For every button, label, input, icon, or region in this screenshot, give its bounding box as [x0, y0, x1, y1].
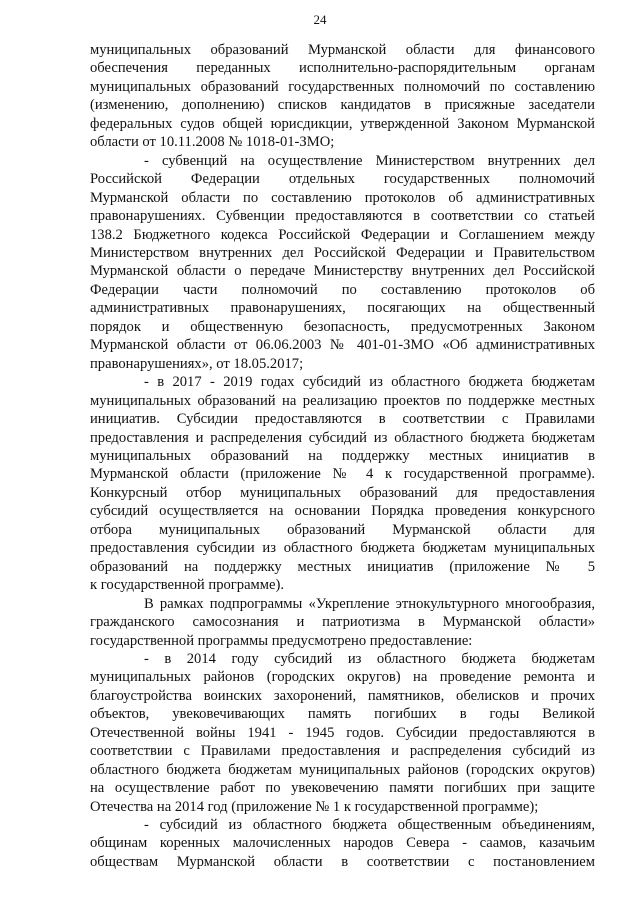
- page-number: 24: [313, 12, 327, 27]
- text-line: отбора муниципальных образований Мурманской области для: [90, 521, 595, 538]
- text-line: порядок и общественную безопасность, предусмотренных Законом: [90, 318, 595, 335]
- paragraph-p2: [90, 152, 595, 373]
- text-line: (изменению, дополнению) списков кандидатов в присяжные заседатели: [90, 97, 595, 114]
- text-line: области от 10.11.2008 № 1018-01-ЗМО;: [90, 134, 335, 151]
- paragraph-p4: [90, 595, 595, 650]
- text-line: Мурманской области о передаче Министерству внутренних дел Российской: [90, 263, 595, 280]
- text-line: субсидий осуществляется на основании Порядка проведения конкурсного: [90, 503, 595, 520]
- paragraph-p6: [90, 816, 595, 871]
- text-line: - субвенций на осуществление Министерством внутренних дел: [144, 152, 595, 169]
- text-line: обществам Мурманской области в соответствии с постановлением: [90, 853, 595, 870]
- text-line: административных правонарушениях, посягающих на общественный: [90, 300, 595, 317]
- text-line: В рамках подпрограммы «Укрепление этнокультурного многообразия,: [144, 595, 595, 612]
- text-line: предоставления и распределения субсидий из областного бюджета бюджетам: [90, 429, 595, 446]
- text-line: на осуществление работ по увековечению памяти погибших при защите: [90, 780, 595, 797]
- text-line: Отечественной войны 1941 - 1945 годов. Субсидии предоставляются в: [90, 724, 595, 741]
- paragraph-p3: [90, 373, 595, 594]
- text-line: государственной программы предусмотрено предоставление:: [90, 632, 473, 649]
- text-line: Российской Федерации отдельных государственных полномочий: [90, 171, 595, 188]
- text-line: муниципальных образований на поддержку местных инициатив в: [90, 447, 595, 464]
- paragraph-p5: [90, 650, 595, 816]
- text-line: образований на поддержку местных инициатив (приложение № 5: [90, 558, 595, 575]
- text-line: объектов, увековечивающих память погибших в годы Великой: [90, 706, 595, 723]
- text-line: федеральных судов общей юрисдикции, утвержденной Законом Мурманской: [90, 115, 595, 132]
- text-line: - субсидий из областного бюджета общественным объединениям,: [144, 817, 595, 834]
- text-line: обеспечения переданных исполнительно-распорядительным органам: [90, 60, 595, 77]
- text-line: Отечества на 2014 год (приложение № 1 к государственной программе);: [90, 798, 539, 815]
- text-line: областного бюджета бюджетам муниципальных районов (городских округов): [90, 761, 595, 778]
- text-line: соответствии с Правилами предоставления и распределения субсидий из: [90, 743, 595, 760]
- text-line: Мурманской области (приложение № 4 к государственной программе).: [90, 466, 595, 483]
- text-line: муниципальных образований Мурманской области для финансового: [90, 42, 595, 58]
- text-line: Министерством внутренних дел Российской Федерации и Правительством: [90, 244, 595, 261]
- text-line: Мурманской области по составлению протоколов об административных: [90, 189, 595, 206]
- text-line: общинам коренных малочисленных народов Севера - саамов, казачьим: [90, 835, 595, 852]
- text-line: гражданского самосознания и патриотизма в Мурманской области»: [90, 614, 595, 631]
- text-line: - в 2014 году субсидий из областного бюджета бюджетам: [144, 650, 595, 667]
- text-line: муниципальных образований на реализацию проектов по поддержке местных: [90, 392, 595, 409]
- text-line: 138.2 Бюджетного кодекса Российской Федерации и Соглашением между: [90, 226, 595, 243]
- text-line: правонарушениях. Субвенции предоставляются в соответствии со статьей: [90, 208, 595, 225]
- text-line: благоустройства воинских захоронений, памятников, обелисков и прочих: [90, 687, 595, 704]
- text-line: - в 2017 - 2019 годах субсидий из областного бюджета бюджетам: [144, 374, 595, 391]
- document-body: [90, 41, 595, 871]
- text-line: Мурманской области от 06.06.2003 № 401-01-ЗМО «Об административных: [90, 337, 595, 354]
- text-line: правонарушениях», от 18.05.2017;: [90, 355, 304, 372]
- text-line: к государственной программе).: [90, 577, 285, 594]
- text-line: инициатив. Субсидии предоставляются в соответствии с Правилами: [90, 411, 595, 428]
- text-line: муниципальных районов (городских округов) на проведение ремонта и: [90, 669, 595, 686]
- text-line: предоставления субсидии из областного бюджета бюджетам муниципальных: [90, 540, 595, 557]
- text-line: Федерации части полномочий по составлению протоколов об: [90, 281, 595, 298]
- text-line: Конкурсный отбор муниципальных образований для предоставления: [90, 484, 595, 501]
- paragraph-p1: [90, 41, 595, 152]
- text-line: муниципальных образований государственных полномочий по составлению: [90, 78, 595, 95]
